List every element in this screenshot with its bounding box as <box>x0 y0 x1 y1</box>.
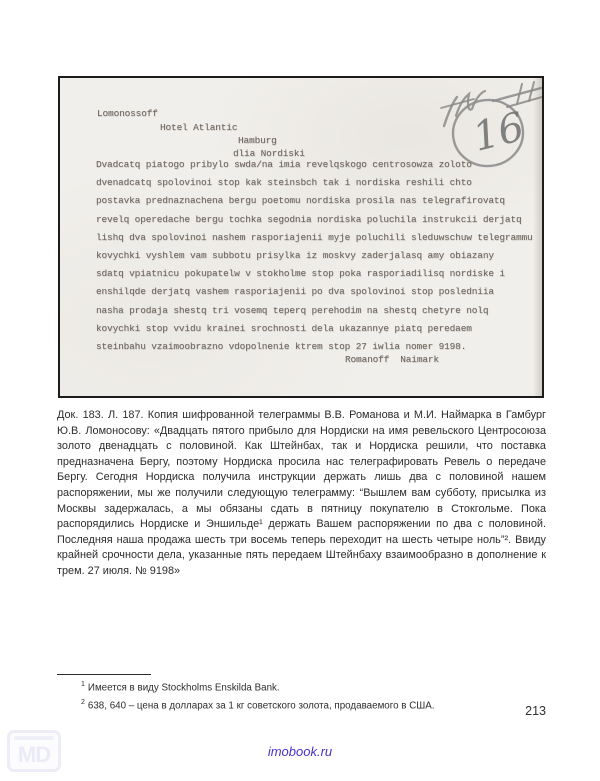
telegram-line: kovychki vyshlem vam subbotu prisylka iz moskvy zaderjalasq amy obiazany <box>96 249 494 261</box>
watermark-logo <box>7 730 61 772</box>
telegram-scan <box>58 76 544 398</box>
telegram-line: postavka prednaznachena bergu poetomu nordiska prosila nas telegrafirovatq <box>96 195 505 207</box>
telegram-signature: Romanoff Naimark <box>345 354 439 365</box>
telegram-addressee: Lomonossoff <box>97 108 158 119</box>
footnote-separator <box>57 674 151 675</box>
telegram-insertion: dlia Nordiski <box>233 148 305 159</box>
footnote-1-text: Имеется в виду Stockholms Enskilda Bank. <box>87 682 280 694</box>
telegram-line: kovychki stop vvidu krainei srochnosti dela ukazannye piatq peredaem <box>96 322 472 334</box>
telegram-address-city: Hamburg <box>238 135 277 146</box>
pencil-strokes <box>493 88 541 101</box>
pencil-scribble <box>444 97 457 126</box>
footnote-2 <box>57 696 546 714</box>
telegram-line: revelq operedache bergu tochka segodnia nordiska poluchila instrukcii derjatq <box>96 213 522 225</box>
watermark-text: MD <box>17 742 51 767</box>
handwritten-number: 16 <box>468 103 529 161</box>
telegram-line: dvenadcatq spolovinoi stop kak steinsbch tak i nordiska reshili chto <box>96 177 472 189</box>
footnote-2-text: 638, 640 – цена в долларах за 1 кг советского золота, продаваемого в США. <box>87 699 435 711</box>
footnote-1-marker: 1 <box>81 681 85 688</box>
telegram-line: sdatq vpiatnicu pokupatelw v stokholme stop poka rasporiadilisq nordiske i <box>96 268 505 280</box>
telegram-body <box>96 156 533 356</box>
telegram-line: enshilqde derjatq vashem rasporiajenii po dva spolovinoi stop posledniia <box>96 286 494 298</box>
site-link: imobook.ru <box>267 744 333 759</box>
telegram-line: lishq dva spolovinoi nashem rasporiajenii myje poluchili sleduwschuw telegrammu <box>96 231 533 243</box>
footnotes <box>57 678 546 713</box>
page-number: 213 <box>525 704 546 718</box>
telegram-address-hotel: Hotel Atlantic <box>160 122 238 133</box>
caption: Док. 183. Л. 187. Копия шифрованной телеграммы В.В. Романова и М.И. Наймарка в Гамбург Ю.В. Ломоносову: «Двадцать пятого прибыло для Нордиски на имя ревельского Центросоюза золото двенадцать с половиной. Как Штейнбах, так и Нордиска решили, что поставка предназначена Бергу, поэтому Нордиска просила нас телеграфировать Ревель о передаче Бергу. Сегодня Нордиска получила инструкции держать лишь два с половиной нашем распоряжении, мы же получили следующую телеграмму: “Вышлем вам субботу, присылка из Москвы задержалась, а мы обязаны сдать в пятницу покупателю в Стокгольме. Пока распорядились Нордиске и Эншильде¹ держать Вашем распоряжении по два с половиной. Последняя наша продажа шесть три восемь теперь переходит на шесть четыре ноль”². Ввиду крайней срочности дела, указанные пять передаем Штейнбаху взаимообразно в дополнение к трем. 27 июля. № 9198» <box>57 409 546 577</box>
footnote-2-marker: 2 <box>81 698 85 706</box>
telegram-line: Dvadcatq piatogo pribylo swda/na imia revelqskogo centrosowza zoloto <box>96 159 472 170</box>
footnote-1 <box>57 678 546 696</box>
telegram-line: steinbahu vzaimoobrazno vdopolnenie ktrem stop 27 iwlia nomer 9198. <box>96 340 467 352</box>
telegram-line: nasha prodaja shestq tri vosemq teperq perehodim na shestq chetyre nolq <box>96 304 489 316</box>
